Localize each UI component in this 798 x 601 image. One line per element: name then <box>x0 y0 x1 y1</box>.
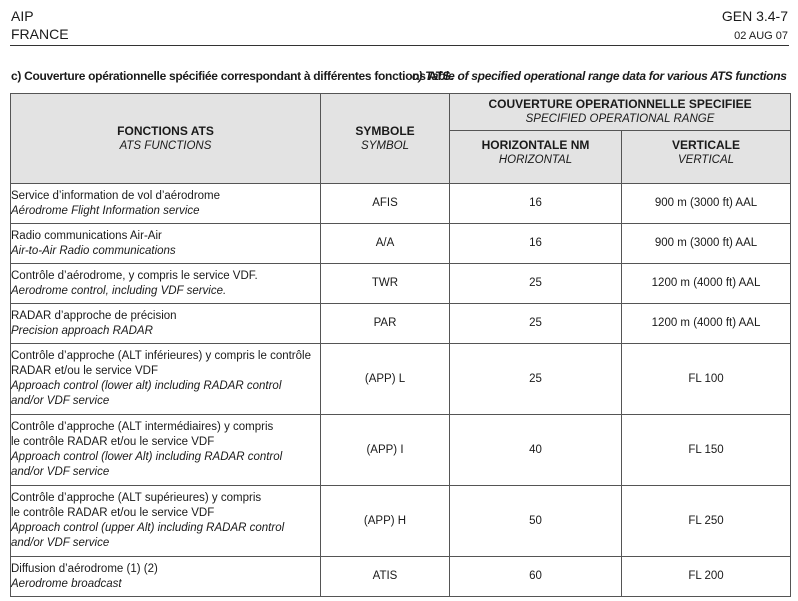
header-range <box>450 94 791 131</box>
header-horizontal <box>450 131 622 184</box>
cell-horizontal: 50 <box>450 486 622 557</box>
table-row <box>11 486 791 557</box>
function-name-en: Precision approach RADAR <box>11 324 153 337</box>
cell-horizontal: 16 <box>450 184 622 224</box>
cell-symbol: A/A <box>321 224 450 264</box>
cell-symbol: (APP) I <box>321 415 450 486</box>
cell-function <box>11 224 321 264</box>
cell-symbol: AFIS <box>321 184 450 224</box>
table-row <box>11 184 791 224</box>
function-name-en: Aérodrome Flight Information service <box>11 204 200 217</box>
function-name-fr: Diffusion d’aérodrome (1) (2) <box>11 562 158 575</box>
header-functions-en: ATS FUNCTIONS <box>119 139 212 152</box>
function-name-fr: le contrôle RADAR et/ou le service VDF <box>11 507 215 519</box>
doc-header-aip: AIP <box>11 8 34 24</box>
header-range-en: SPECIFIED OPERATIONAL RANGE <box>525 113 715 125</box>
function-name-en: Approach control (upper Alt) including RADAR control <box>11 522 285 534</box>
doc-header-page-ref: GEN 3.4-7 <box>721 8 788 24</box>
function-name-en: Aerodrome control, including VDF service. <box>11 284 227 297</box>
cell-symbol: PAR <box>321 304 450 344</box>
function-name-en: and/or VDF service <box>11 395 110 407</box>
cell-vertical: FL 100 <box>622 344 791 415</box>
table-row <box>11 344 791 415</box>
function-name-fr: Radio communications Air-Air <box>11 229 162 242</box>
cell-function <box>11 415 321 486</box>
function-name-fr: Contrôle d’approche (ALT inférieures) y compris le contrôle <box>11 350 311 362</box>
cell-function <box>11 486 321 557</box>
cell-symbol: (APP) L <box>321 344 450 415</box>
cell-symbol: (APP) H <box>321 486 450 557</box>
table-body <box>11 184 791 597</box>
cell-function <box>11 184 321 224</box>
table-row <box>11 415 791 486</box>
cell-function <box>11 557 321 597</box>
header-vertical <box>622 131 791 184</box>
header-range-fr: COUVERTURE OPERATIONNELLE SPECIFIEE <box>488 97 752 111</box>
cell-vertical: 1200 m (4000 ft) AAL <box>622 264 791 304</box>
cell-vertical: 900 m (3000 ft) AAL <box>622 184 791 224</box>
table-row <box>11 224 791 264</box>
operational-range-table <box>10 93 791 597</box>
header-horizontal-fr: HORIZONTALE NM <box>481 138 590 152</box>
table-row <box>11 304 791 344</box>
header-horizontal-en: HORIZONTAL <box>498 154 573 166</box>
cell-function <box>11 304 321 344</box>
cell-horizontal: 60 <box>450 557 622 597</box>
cell-vertical: FL 200 <box>622 557 791 597</box>
header-divider <box>10 45 789 46</box>
function-name-en: Approach control (lower Alt) including RADAR control <box>11 451 283 463</box>
header-functions <box>11 94 321 184</box>
cell-horizontal: 16 <box>450 224 622 264</box>
cell-function <box>11 264 321 304</box>
table-header <box>11 94 791 184</box>
function-name-en: Aerodrome broadcast <box>11 577 122 590</box>
function-name-en: and/or VDF service <box>11 466 110 478</box>
cell-vertical: FL 250 <box>622 486 791 557</box>
table-row <box>11 264 791 304</box>
cell-horizontal: 25 <box>450 264 622 304</box>
function-name-fr: RADAR et/ou le service VDF <box>11 365 158 377</box>
header-functions-fr: FONCTIONS ATS <box>117 123 214 138</box>
function-name-fr: RADAR d’approche de précision <box>11 309 177 322</box>
doc-header-country: FRANCE <box>11 26 69 42</box>
function-name-en: Air-to-Air Radio communications <box>11 244 176 257</box>
function-name-fr: Contrôle d’aérodrome, y compris le service VDF. <box>11 269 258 282</box>
cell-vertical: 900 m (3000 ft) AAL <box>622 224 791 264</box>
caption-french: c) Couverture opérationnelle spécifiée correspondant à différentes fonctions ATS. <box>11 69 454 83</box>
cell-symbol: ATIS <box>321 557 450 597</box>
header-symbol-en: SYMBOL <box>361 139 409 152</box>
header-vertical-en: VERTICAL <box>677 154 735 166</box>
cell-horizontal: 25 <box>450 344 622 415</box>
cell-vertical: FL 150 <box>622 415 791 486</box>
doc-header-date: 02 AUG 07 <box>734 30 788 42</box>
function-name-fr: Service d’information de vol d’aérodrome <box>11 189 221 202</box>
table-row <box>11 557 791 597</box>
caption-english: c) Table of specified operational range data for various ATS functions <box>412 69 787 83</box>
function-name-fr: Contrôle d’approche (ALT supérieures) y compris <box>11 492 262 504</box>
header-symbol-fr: SYMBOLE <box>355 123 415 138</box>
header-vertical-fr: VERTICALE <box>672 138 741 152</box>
header-symbol <box>321 94 450 184</box>
cell-horizontal: 40 <box>450 415 622 486</box>
cell-vertical: 1200 m (4000 ft) AAL <box>622 304 791 344</box>
function-name-fr: Contrôle d’approche (ALT intermédiaires) y compris <box>11 421 274 433</box>
function-name-en: and/or VDF service <box>11 537 110 549</box>
cell-horizontal: 25 <box>450 304 622 344</box>
cell-function <box>11 344 321 415</box>
function-name-fr: le contrôle RADAR et/ou le service VDF <box>11 436 215 448</box>
function-name-en: Approach control (lower alt) including RADAR control <box>11 380 282 392</box>
cell-symbol: TWR <box>321 264 450 304</box>
